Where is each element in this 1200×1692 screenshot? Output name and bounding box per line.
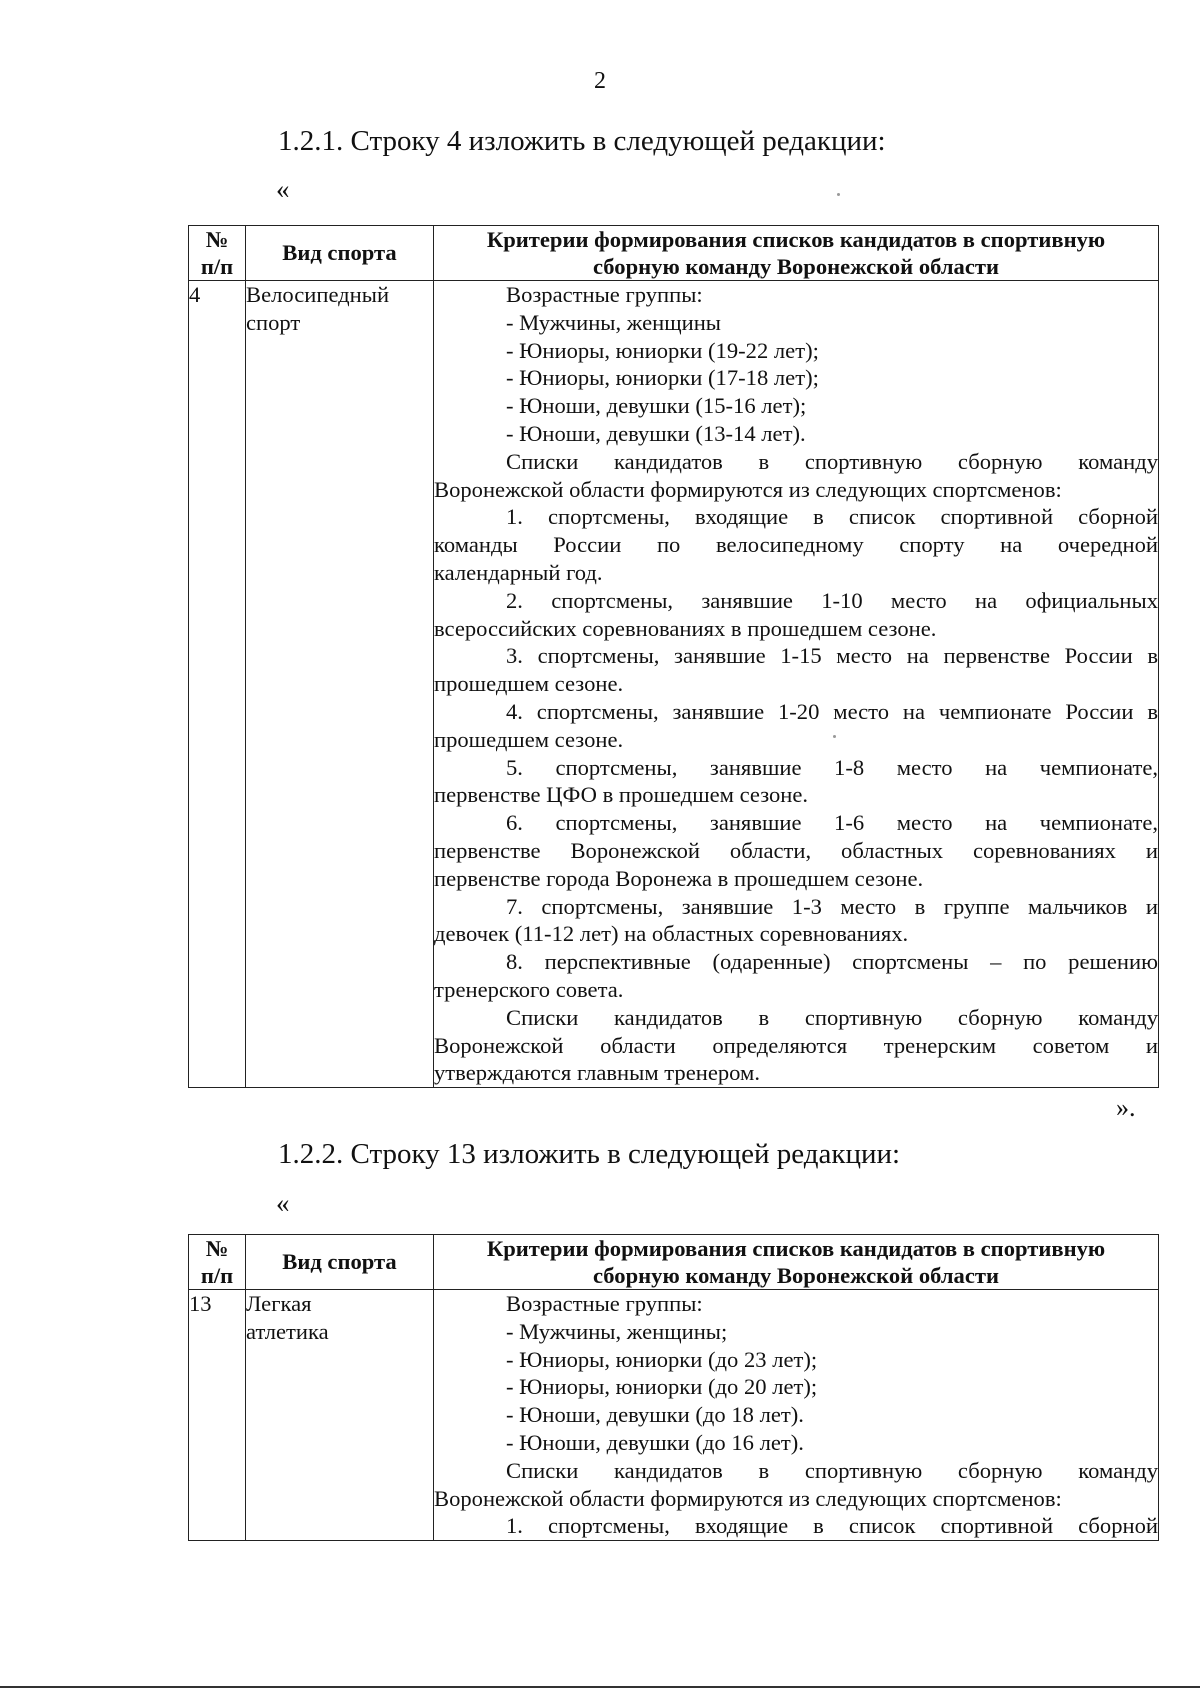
criteria-line: - Мужчины, женщины	[506, 309, 721, 335]
page-number: 2	[594, 68, 606, 94]
header-number	[189, 1235, 246, 1290]
header-criteria-line: Критерии формирования списков кандидатов в спортивную	[486, 1236, 1106, 1261]
criteria-line: команды России по велосипедному спорту на очередной	[434, 532, 1158, 558]
scan-speck	[833, 735, 836, 738]
header-criteria	[434, 226, 1159, 281]
table-header-row	[189, 1235, 1159, 1290]
criteria-line: девочек (11-12 лет) на областных соревнованиях.	[434, 921, 909, 947]
criteria-line: 3. спортсмены, занявшие 1-15 место на первенстве России в	[506, 643, 1158, 669]
criteria-line: 7. спортсмены, занявшие 1-3 место в группе мальчиков и	[506, 893, 1158, 919]
sport-name-line: атлетика	[246, 1318, 329, 1344]
criteria-line: - Юноши, девушки (до 18 лет).	[506, 1402, 804, 1428]
header-sport: Вид спорта	[246, 226, 434, 281]
sport-name-line: спорт	[246, 309, 301, 335]
row-number: 4	[189, 281, 246, 1088]
criteria-line: Возрастные группы:	[506, 1291, 703, 1316]
closing-quote-1: ».	[1116, 1093, 1136, 1122]
criteria-line: утверждаются главным тренером.	[434, 1060, 760, 1086]
criteria-line: Списки кандидатов в спортивную сборную команду	[506, 1457, 1158, 1483]
criteria-line: - Юниоры, юниорки (до 20 лет);	[506, 1374, 818, 1400]
criteria-line: 5. спортсмены, занявшие 1-8 место на чемпионате,	[506, 754, 1158, 780]
row-sport	[246, 281, 434, 1088]
criteria-line: - Юниоры, юниорки (19-22 лет);	[506, 337, 819, 363]
criteria-line: всероссийских соревнованиях в прошедшем сезоне.	[434, 615, 937, 641]
row-criteria	[434, 1290, 1159, 1541]
criteria-line: Воронежской области формируются из следующих спортсменов:	[434, 476, 1062, 502]
criteria-line: Возрастные группы:	[506, 282, 703, 307]
header-number-line: №	[205, 227, 229, 252]
page-bottom-edge	[0, 1686, 1200, 1688]
table-header-row	[189, 226, 1159, 281]
criteria-line: 8. перспективные (одаренные) спортсмены – по решению	[506, 949, 1158, 975]
criteria-line: - Юниоры, юниорки (17-18 лет);	[506, 365, 819, 391]
criteria-line: 1. спортсмены, входящие в список спортивной сборной	[506, 1513, 1158, 1539]
row-number: 13	[189, 1290, 246, 1541]
header-criteria-line: Критерии формирования списков кандидатов в спортивную	[486, 227, 1106, 252]
header-number	[189, 226, 246, 281]
criteria-line: Списки кандидатов в спортивную сборную команду	[506, 448, 1158, 474]
sport-name-line: Велосипедный	[246, 282, 390, 307]
criteria-line: - Юноши, девушки (15-16 лет);	[506, 393, 807, 419]
criteria-line: 4. спортсмены, занявшие 1-20 место на чемпионате России в	[506, 698, 1158, 724]
criteria-line: прошедшем сезоне.	[434, 726, 624, 752]
criteria-line: прошедшем сезоне.	[434, 671, 624, 697]
header-sport: Вид спорта	[246, 1235, 434, 1290]
criteria-table-1	[188, 225, 1159, 1088]
row-sport	[246, 1290, 434, 1541]
criteria-line: 1. спортсмены, входящие в список спортивной сборной	[506, 504, 1158, 530]
criteria-line: первенстве Воронежской области, областных соревнованиях и	[434, 837, 1158, 863]
table-row	[189, 1290, 1159, 1541]
table-row	[189, 281, 1159, 1088]
criteria-line: Воронежской области определяются тренерским советом и	[434, 1032, 1158, 1058]
criteria-table-2	[188, 1234, 1159, 1541]
criteria-line: календарный год.	[434, 559, 603, 585]
header-number-line: п/п	[200, 1263, 234, 1288]
criteria-line: первенстве города Воронежа в прошедшем сезоне.	[434, 865, 924, 891]
header-number-line: п/п	[200, 254, 234, 279]
criteria-line: Списки кандидатов в спортивную сборную команду	[506, 1004, 1158, 1030]
criteria-line: первенстве ЦФО в прошедшем сезоне.	[434, 782, 809, 808]
criteria-line: тренерского совета.	[434, 976, 624, 1002]
header-criteria-line: сборную команду Воронежской области	[592, 1263, 999, 1288]
header-criteria	[434, 1235, 1159, 1290]
opening-quote-2: «	[276, 1188, 290, 1218]
header-number-line: №	[205, 1236, 229, 1261]
criteria-line: 2. спортсмены, занявшие 1-10 место на официальных	[506, 587, 1158, 613]
row-criteria	[434, 281, 1159, 1088]
criteria-line: Воронежской области формируются из следующих спортсменов:	[434, 1485, 1062, 1511]
section-heading-2: 1.2.2. Строку 13 изложить в следующей редакции:	[278, 1138, 901, 1170]
section-heading-1: 1.2.1. Строку 4 изложить в следующей редакции:	[278, 125, 886, 157]
header-criteria-line: сборную команду Воронежской области	[592, 254, 999, 279]
scan-speck	[837, 193, 840, 196]
criteria-line: - Юноши, девушки (до 16 лет).	[506, 1429, 804, 1455]
opening-quote-1: «	[276, 174, 290, 204]
criteria-line: 6. спортсмены, занявшие 1-6 место на чемпионате,	[506, 810, 1158, 836]
criteria-line: - Юниоры, юниорки (до 23 лет);	[506, 1346, 818, 1372]
criteria-line: - Мужчины, женщины;	[506, 1318, 728, 1344]
criteria-line: - Юноши, девушки (13-14 лет).	[506, 420, 806, 446]
sport-name-line: Легкая	[246, 1291, 312, 1316]
